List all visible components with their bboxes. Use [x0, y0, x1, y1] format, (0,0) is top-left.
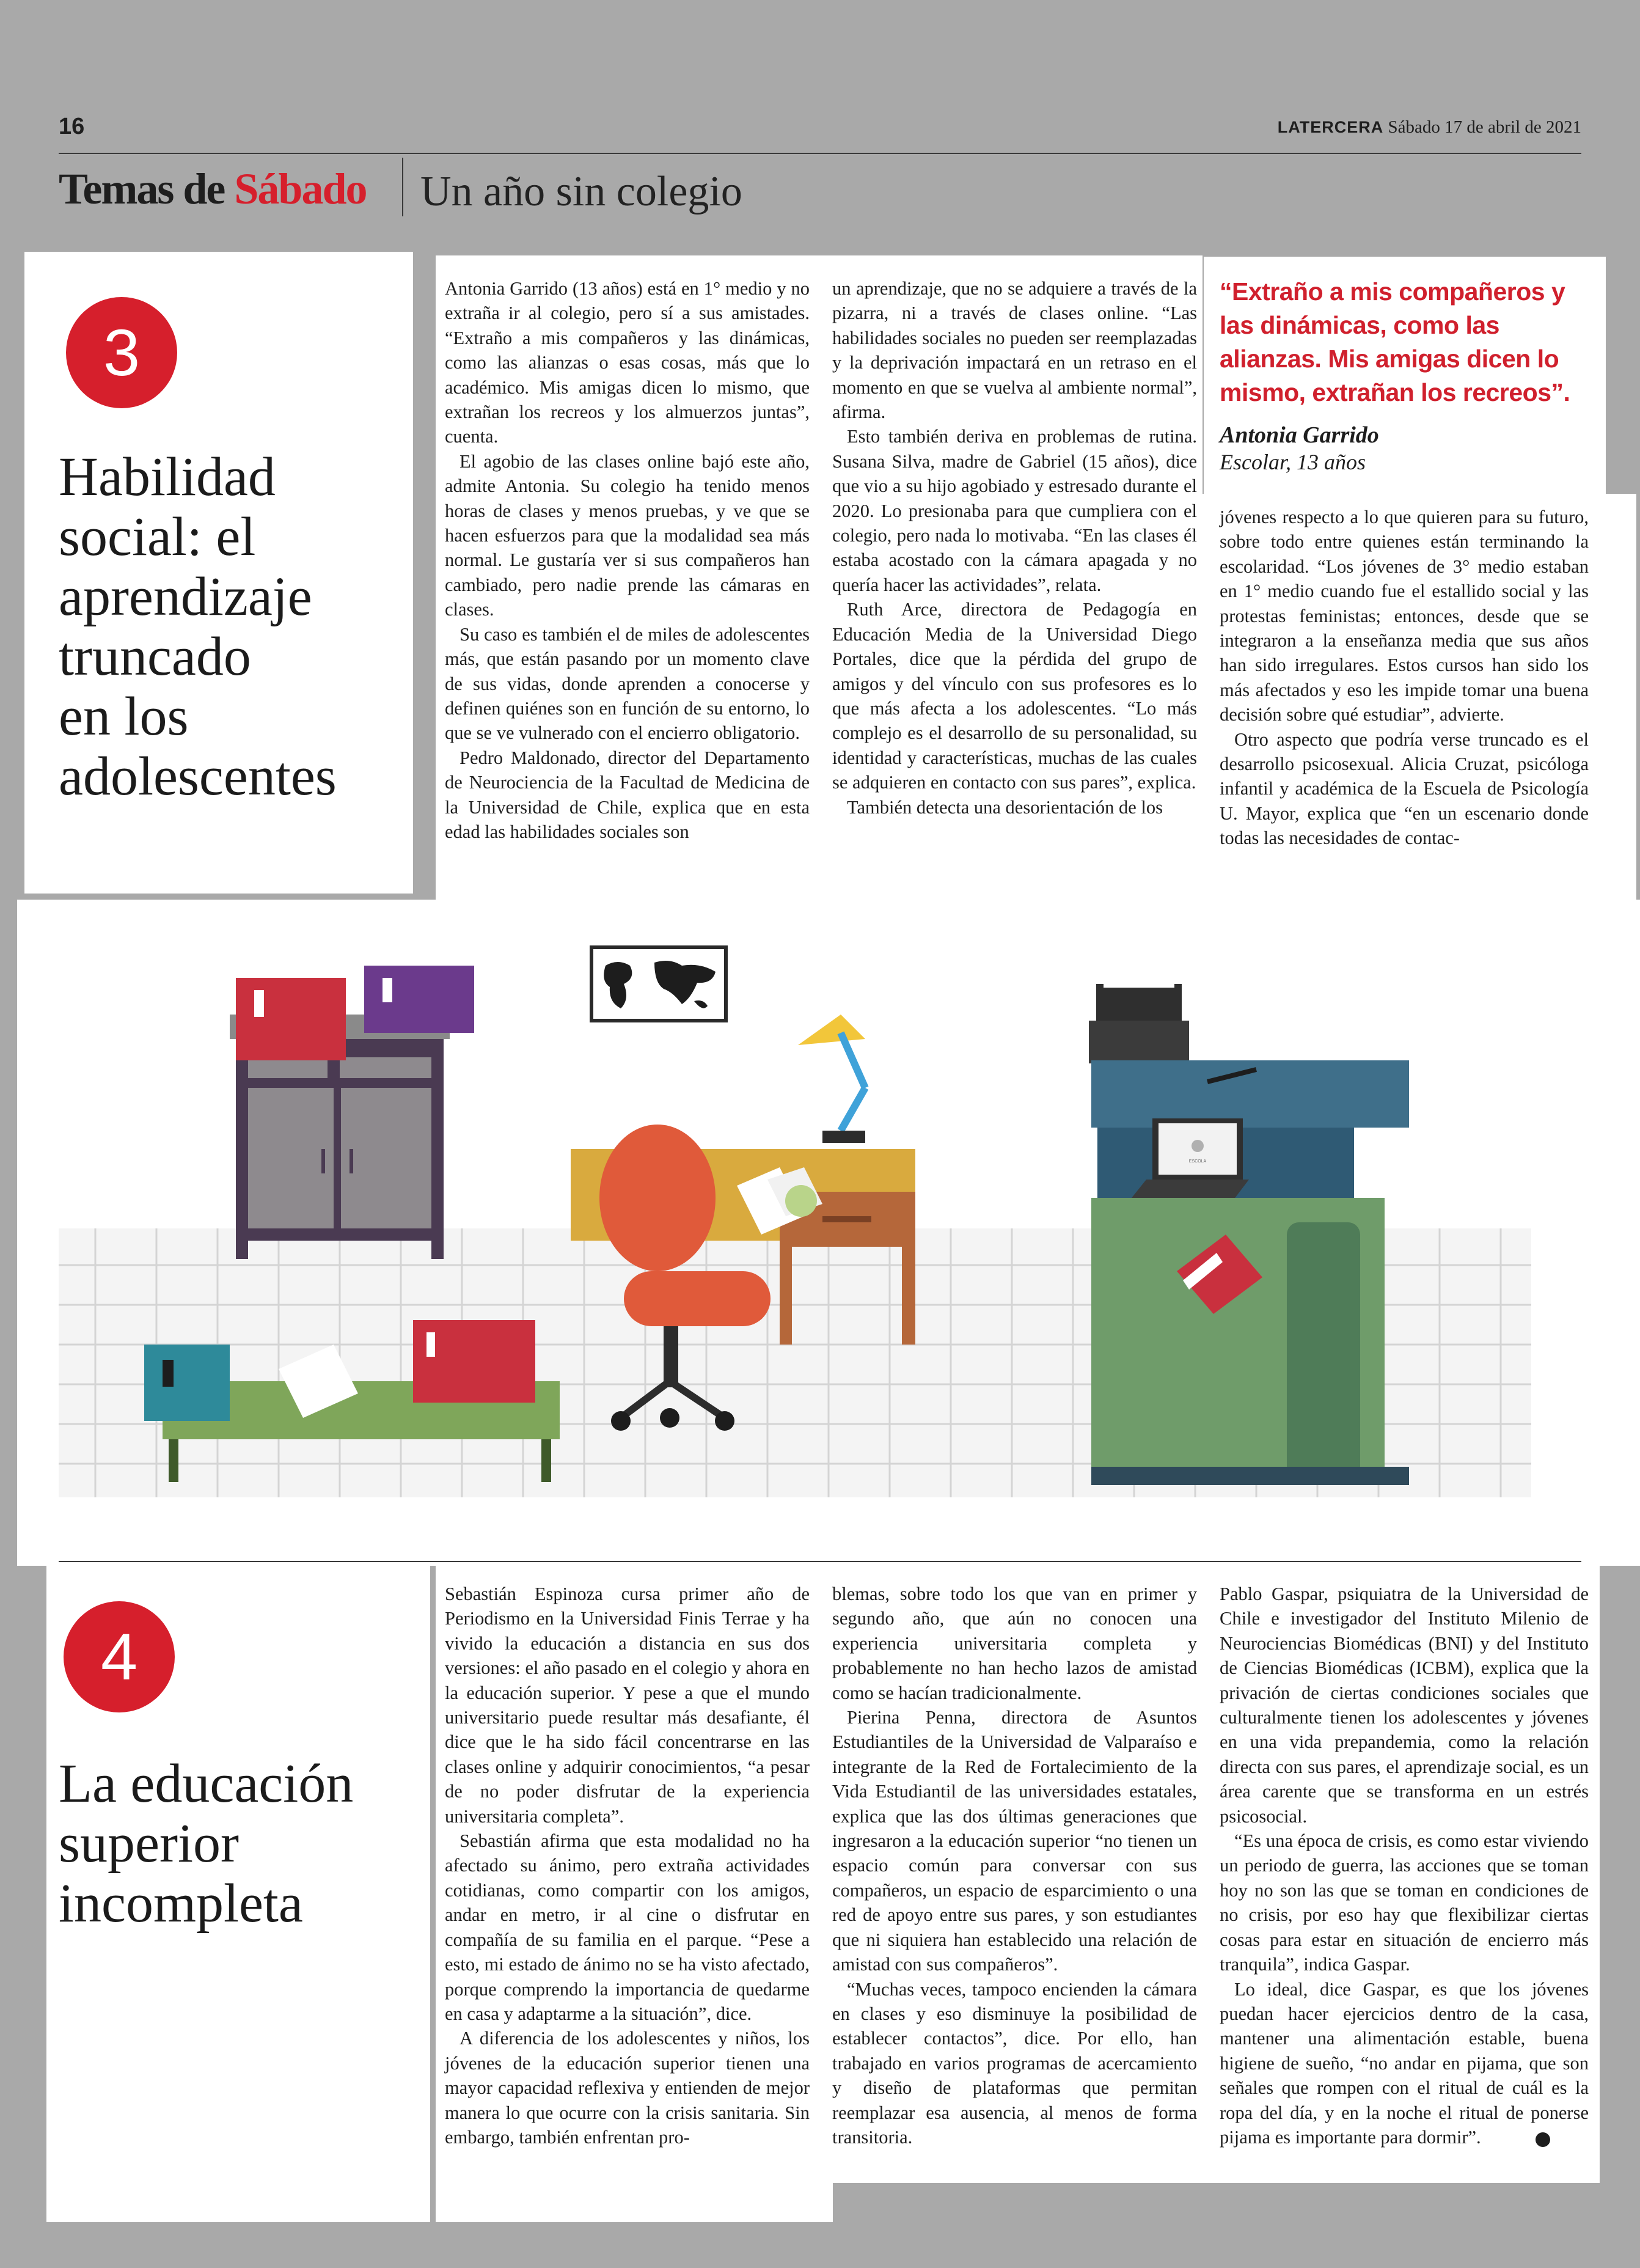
headline-line: social: el: [59, 507, 256, 567]
paragraph: Ruth Arce, directora de Pedagogía en Educación Media de la Universidad Diego Portales, dice que la pérdida del grupo de amigos y del vínculo con sus profesores es lo que más afecta a los adolescentes. “Lo más complejo es el desarrollo de su personalidad, su identidad y características, muchas de las cuales se adquieren en contacto con sus pares”, explica.: [832, 599, 1197, 793]
section-prefix: Temas de: [59, 164, 235, 213]
paragraph: Esto también deriva en problemas de rutina. Susana Silva, madre de Gabriel (15 años), dice que vio a su hijo agobiado y estresado durante el 2020. Lo presionaba para que cumpliera con el colegio, pero nada lo motivaba. “En las clases él estaba acostado con la cámara apagada y no quería hacer las actividades”, relata.: [832, 426, 1197, 595]
headline-line: en los: [59, 686, 189, 747]
section3-number: 3: [66, 297, 177, 408]
paragraph: Pablo Gaspar, psiquiatra de la Universidad de Chile e investigador del Instituto Milenio de Neurociencias Biomédicas (BNI) y del Instituto de Ciencias Biomédicas (ICBM), explica que la privación de ciertas condiciones sociales que culturalmente tienen los adolescentes y jóvenes en una vida prepandemia, como la relación directa con sus pares, el aprendizaje social, es un área carente que se transforma en un estrés psicosocial.: [1220, 1584, 1589, 1827]
paragraph: Pierina Penna, directora de Asuntos Estudiantiles de la Universidad de Valparaíso e integrante de la Red de Fortalecimiento de la Vida Estudiantil de las universidades estatales, explica que las dos últimas generaciones que ingresaron a la educación superior “no tienen un espacio común para conversar con sus compañeros, un espacio de esparcimiento o una red de apoyo entre sus pares, y son estudiantes que ni siquiera han establecido una relación de amistad con sus compañeros”.: [832, 1707, 1197, 1975]
headline-line: adolescentes: [59, 746, 337, 807]
pull-quote: [1220, 275, 1586, 475]
section3-column-2: [832, 276, 1197, 820]
section3-column-3: [1220, 505, 1589, 851]
section-divider: [402, 158, 403, 216]
paragraph: “Es una época de crisis, es como estar viviendo un periodo de guerra, las acciones que se toman hoy no son las que se toman en condiciones de no crisis, por eso hay que flexibilizar ciertas cosas para estar en situación de encierro más tranquila”, indica Gaspar.: [1220, 1830, 1589, 1975]
paragraph: Lo ideal, dice Gaspar, es que los jóvenes puedan hacer ejercicios dentro de la casa, mantener una alimentación estable, buena higiene de sueño, “no andar en pijama, que son señales que rompen con el ritual de cuál es la ropa del día, y en la noche el ritual de ponerse pijama es importante para dormir”.: [1220, 1978, 1589, 2148]
paragraph: Su caso es también el de miles de adolescentes más, que están pasando por un momento clave de sus vidas, donde aprenden a conocerse y definen quiénes son en función de su entorno, lo que se ve vulnerado con el encierro obligatorio.: [445, 623, 810, 744]
green-bed: [1091, 1198, 1409, 1485]
paragraph: un aprendizaje, que no se adquiere a través de la pizarra, ni a través de clases online. “Las habilidades sociales no pueden ser reemplazadas y la deprivación impactará en un retraso en el momento en que se vuelva al ambiente normal”, afirma.: [832, 278, 1197, 423]
quote-text: “Extraño a mis compañeros y las dinámicas, como las alianzas. Mis amigas dicen lo mismo, extrañan los recreos”.: [1220, 277, 1570, 406]
paragraph: También detecta una desorientación de los: [847, 796, 1163, 818]
section3-headline: [59, 447, 419, 807]
headline-line: incompleta: [59, 1873, 303, 1934]
blue-cabinet: [1091, 1060, 1409, 1207]
section-highlight: Sábado: [234, 164, 367, 213]
study-room-illustration: [59, 929, 1531, 1503]
quote-author: Antonia Garrido: [1220, 422, 1379, 448]
desk-lamp: [798, 1015, 865, 1143]
section4-number: 4: [64, 1601, 175, 1712]
paragraph: A diferencia de los adolescentes y niños, los jóvenes de la educación superior tienen una mayor capacidad reflexiva y entienden de mejor manera lo que ocurre con la crisis sanitaria. Sin embargo, también enfrentan pro-: [445, 2028, 810, 2148]
header-rule: [59, 153, 1581, 154]
issue-date: Sábado 17 de abril de 2021: [1388, 117, 1581, 137]
section-title: [59, 164, 367, 215]
section4-column-2: [832, 1582, 1197, 2149]
page-number: 16: [59, 114, 85, 139]
headline-line: truncado: [59, 626, 251, 687]
paragraph: jóvenes respecto a lo que quieren para su futuro, sobre todo entre quienes están terminando la escolaridad. “Los jóvenes de 3° medio estaban en 1° medio cuando fue el estallido social y las protestas feministas; entonces, desde que se integraron a la enseñanza media que sus años han sido irregulares. Estos cursos han sido los más afectados y eso les impide tomar una buena decisión sobre qué estudiar”, advierte.: [1220, 507, 1589, 725]
paragraph: Sebastián Espinoza cursa primer año de Periodismo en la Universidad Finis Terrae y ha vivido la educación a distancia en sus dos versiones: el año pasado en el colegio y ahora en la educación superior. Y pese a que el mundo universitario puede resultar más desafiante, él dice que le ha sido fácil concentrarse en las clases online y adquirir conocimientos, “a pesar de no poder disfrutar de la experiencia universitaria completa”.: [445, 1584, 810, 1827]
paragraph: Otro aspecto que podría verse truncado es el desarrollo psicosexual. Alicia Cruzat, psicóloga infantil y académica de la Escuela de Psicología U. Mayor, explica que “en un escenario donde todas las necesidades de contac-: [1220, 728, 1589, 849]
section3-column-1: [445, 276, 810, 844]
paragraph: Sebastián afirma que esta modalidad no ha afectado su ánimo, pero extraña actividades cotidianas, como compartir con los amigos, andar en metro, ir al cine o disfrutar en compañía de su familia en el parque. “Pese a esto, mi estado de ánimo no se ha visto afectado, porque comprendo la importancia de quedarme en casa y adaptarme a la situación”, dice.: [445, 1830, 810, 2024]
printer: [1089, 972, 1189, 1063]
end-of-article-dot: [1536, 2132, 1550, 2147]
headline-line: aprendizaje: [59, 567, 312, 627]
paragraph: El agobio de las clases online bajó este año, admite Antonia. Su colegio ha tenido menos horas de clases y menos pruebas, y ve que se hacen esfuerzos para que la modalidad sea más normal. Le gustaría ver si sus compañeros han cambiado, pero nadie prende las cámaras en clases.: [445, 450, 810, 620]
headline-line: superior: [59, 1813, 239, 1874]
headline-line: La educación: [59, 1753, 354, 1814]
masthead-date: [1278, 117, 1581, 138]
paragraph: blemas, sobre todo los que van en primer y segundo año, que aún no conocen una experiencia universitaria completa y probablemente no han hecho lazos de amistad como se hacían tradicionalmente.: [832, 1584, 1197, 1703]
headline-line: Habilidad: [59, 447, 276, 507]
section-subtitle: Un año sin colegio: [420, 168, 742, 215]
quote-role: Escolar, 13 años: [1220, 450, 1366, 474]
newspaper-name: LATERCERA: [1277, 118, 1384, 136]
paragraph: Pedro Maldonado, director del Departamento de Neurociencia de la Facultad de Medicina de la Universidad de Chile, explica que en esta edad las habilidades sociales son: [445, 747, 810, 842]
section4-column-1: [445, 1582, 810, 2149]
world-map-poster: [591, 947, 726, 1021]
laptop-logo: ESCOLA: [1188, 1159, 1207, 1164]
paragraph: Antonia Garrido (13 años) está en 1° medio y no extraña ir al colegio, pero sí a sus amistades. “Extraño a mis compañeros y las dinámicas, como las alianzas o esas cosas, más que lo académico. Mis amigas dicen lo mismo, que extrañan los recreos y los almuerzos juntas”, cuenta.: [445, 278, 810, 447]
paragraph: “Muchas veces, tampoco encienden la cámara en clases y eso disminuye la posibilidad de establecer contactos”, dice. Por ello, han trabajado en varios programas de acercamiento y diseño de plataformas que permitan reemplazar esa ausencia, al menos de forma transitoria.: [832, 1978, 1197, 2148]
section4-column-3: [1220, 1582, 1589, 2149]
section4-headline: [59, 1754, 425, 1934]
